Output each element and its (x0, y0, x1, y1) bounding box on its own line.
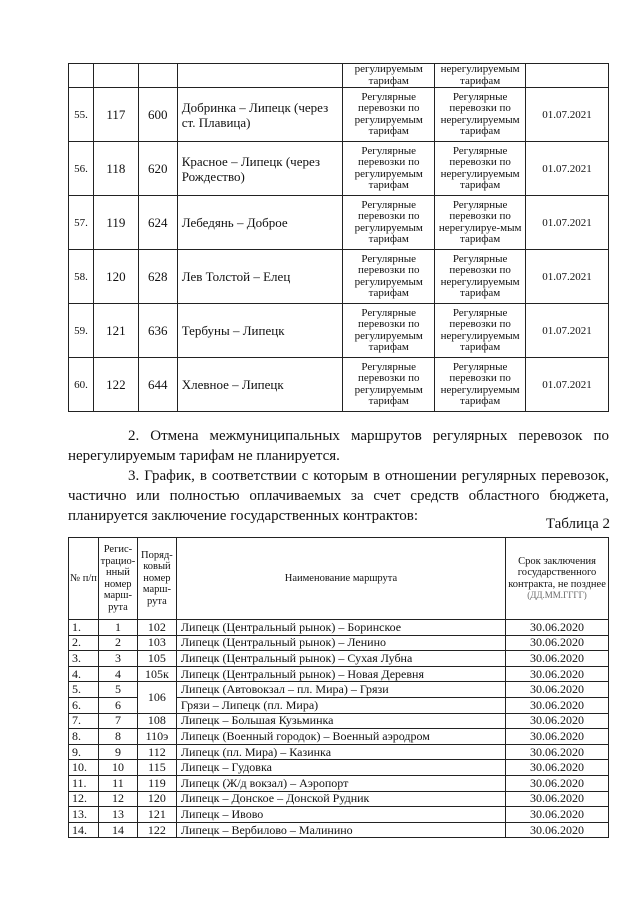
registration-number: 9 (98, 744, 137, 760)
contract-deadline: 30.06.2020 (506, 682, 609, 698)
route-name: Добринка – Липецк (через ст. Плавица) (177, 88, 343, 142)
row-number: 59. (69, 304, 94, 358)
contract-deadline: 30.06.2020 (506, 620, 609, 636)
regulated-cell: Регулярные перевозки по регулируемым тарифам (343, 358, 435, 412)
route-number: 600 (138, 88, 177, 142)
table-header-row (69, 538, 609, 620)
regulated-cell: Регулярные перевозки по регулируемым тарифам (343, 250, 435, 304)
registration-number: 1 (98, 620, 137, 636)
registration-number: 120 (93, 250, 138, 304)
paragraph-2: 2. Отмена межмуниципальных маршрутов регулярных перевозок по нерегулируемым тарифам не планируется. (68, 428, 609, 464)
start-date: 01.07.2021 (526, 196, 609, 250)
registration-number: 12 (98, 791, 137, 807)
registration-number: 11 (98, 775, 137, 791)
route-number: 115 (137, 760, 176, 776)
row-number: 1. (69, 620, 99, 636)
registration-number: 2 (98, 635, 137, 651)
contract-deadline: 30.06.2020 (506, 744, 609, 760)
routes-table-continued (68, 63, 609, 412)
start-date: 01.07.2021 (526, 250, 609, 304)
route-number: 644 (138, 358, 177, 412)
route-name: Липецк – Ивово (176, 807, 505, 823)
table-row (69, 682, 609, 698)
route-number: 110э (137, 729, 176, 745)
route-number: 620 (138, 142, 177, 196)
contract-deadline: 30.06.2020 (506, 713, 609, 729)
route-number: 106 (137, 682, 176, 713)
table-row (69, 250, 609, 304)
start-date: 01.07.2021 (526, 142, 609, 196)
contract-deadline: 30.06.2020 (506, 822, 609, 838)
route-number: 636 (138, 304, 177, 358)
row-number: 6. (69, 697, 99, 713)
table-row (69, 760, 609, 776)
route-number: 105 (137, 651, 176, 667)
contract-deadline: 30.06.2020 (506, 807, 609, 823)
registration-number: 14 (98, 822, 137, 838)
regulated-cell: Регулярные перевозки по регулируемым тарифам (343, 196, 435, 250)
regulated-cell: регулируемым тарифам (343, 64, 435, 88)
route-number: 628 (138, 250, 177, 304)
regulated-cell: Регулярные перевозки по регулируемым тарифам (343, 142, 435, 196)
route-name: Грязи – Липецк (пл. Мира) (176, 697, 505, 713)
start-date: 01.07.2021 (526, 88, 609, 142)
table-row (69, 142, 609, 196)
route-name: Лев Толстой – Елец (177, 250, 343, 304)
contracts-schedule-table (68, 537, 609, 838)
route-number: 108 (137, 713, 176, 729)
route-name: Хлевное – Липецк (177, 358, 343, 412)
row-number: 55. (69, 88, 94, 142)
row-number: 14. (69, 822, 99, 838)
unregulated-cell: нерегулируемым тарифам (435, 64, 526, 88)
registration-number: 8 (98, 729, 137, 745)
table-row (69, 822, 609, 838)
row-number: 13. (69, 807, 99, 823)
table-row (69, 775, 609, 791)
header-name: Наименование маршрута (176, 538, 505, 620)
registration-number: 6 (98, 697, 137, 713)
contract-deadline: 30.06.2020 (506, 635, 609, 651)
contract-deadline: 30.06.2020 (506, 697, 609, 713)
table-caption: Таблица 2 (545, 516, 610, 532)
row-number: 56. (69, 142, 94, 196)
registration-number: 4 (98, 666, 137, 682)
header-deadline-label: Срок заключения государственного контракта, не позднее (508, 555, 606, 590)
table-row (69, 791, 609, 807)
row-number: 3. (69, 651, 99, 667)
route-name: Липецк – Вербилово – Малинино (176, 822, 505, 838)
route-name: Липецк (Центральный рынок) – Сухая Лубна (176, 651, 505, 667)
registration-number: 3 (98, 651, 137, 667)
row-number: 2. (69, 635, 99, 651)
header-deadline-format: (ДД.ММ.ГГГГ) (527, 590, 587, 600)
row-number: 7. (69, 713, 99, 729)
row-number: 4. (69, 666, 99, 682)
route-number: 624 (138, 196, 177, 250)
regulated-cell: Регулярные перевозки по регулируемым тарифам (343, 304, 435, 358)
registration-number: 7 (98, 713, 137, 729)
route-name: Липецк (пл. Мира) – Казинка (176, 744, 505, 760)
row-number: 12. (69, 791, 99, 807)
table-row (69, 64, 609, 88)
contract-deadline: 30.06.2020 (506, 760, 609, 776)
unregulated-cell: Регулярные перевозки по нерегулируемым тарифам (435, 142, 526, 196)
table-row (69, 713, 609, 729)
unregulated-cell: Регулярные перевозки по нерегулируе-мым тарифам (435, 196, 526, 250)
route-number: 105к (137, 666, 176, 682)
start-date: 01.07.2021 (526, 358, 609, 412)
registration-number: 13 (98, 807, 137, 823)
contract-deadline: 30.06.2020 (506, 666, 609, 682)
route-name: Липецк (Автовокзал – пл. Мира) – Грязи (176, 682, 505, 698)
contract-deadline: 30.06.2020 (506, 729, 609, 745)
route-number: 121 (137, 807, 176, 823)
table-row (69, 88, 609, 142)
row-number: 60. (69, 358, 94, 412)
paragraph-3: 3. График, в соответствии с которым в отношении регулярных перевозок, частично или полностью оплачиваемых за счет средств областного бюджета, планируется заключение государственных контрактов: (68, 468, 609, 524)
row-number: 57. (69, 196, 94, 250)
table-row (69, 196, 609, 250)
table-row (69, 729, 609, 745)
start-date: 01.07.2021 (526, 304, 609, 358)
route-name: Лебедянь – Доброе (177, 196, 343, 250)
header-route: Поряд-ковый номер марш-рута (137, 538, 176, 620)
row-number: 5. (69, 682, 99, 698)
route-number: 102 (137, 620, 176, 636)
table-row (69, 666, 609, 682)
registration-number: 118 (93, 142, 138, 196)
table-row (69, 620, 609, 636)
route-name: Липецк – Большая Кузьминка (176, 713, 505, 729)
route-name: Липецк (Центральный рынок) – Боринское (176, 620, 505, 636)
route-number: 119 (137, 775, 176, 791)
registration-number: 119 (93, 196, 138, 250)
unregulated-cell: Регулярные перевозки по нерегулируемым тарифам (435, 358, 526, 412)
row-number: 11. (69, 775, 99, 791)
route-number: 122 (137, 822, 176, 838)
route-number: 103 (137, 635, 176, 651)
header-deadline (506, 538, 609, 620)
header-num: № п/п (69, 538, 99, 620)
registration-number: 122 (93, 358, 138, 412)
row-number: 9. (69, 744, 99, 760)
route-name: Липецк (Центральный рынок) – Ленино (176, 635, 505, 651)
route-name: Липецк (Ж/д вокзал) – Аэропорт (176, 775, 505, 791)
route-number: 112 (137, 744, 176, 760)
unregulated-cell: Регулярные перевозки по нерегулируемым тарифам (435, 250, 526, 304)
route-name: Липецк – Гудовка (176, 760, 505, 776)
contract-deadline: 30.06.2020 (506, 775, 609, 791)
registration-number: 5 (98, 682, 137, 698)
registration-number: 121 (93, 304, 138, 358)
table-row (69, 651, 609, 667)
row-number: 58. (69, 250, 94, 304)
route-number: 120 (137, 791, 176, 807)
registration-number: 117 (93, 88, 138, 142)
unregulated-cell: Регулярные перевозки по нерегулируемым тарифам (435, 88, 526, 142)
route-name: Липецк – Донское – Донской Рудник (176, 791, 505, 807)
contract-deadline: 30.06.2020 (506, 651, 609, 667)
regulated-cell: Регулярные перевозки по регулируемым тарифам (343, 88, 435, 142)
table-row (69, 358, 609, 412)
table-row (69, 635, 609, 651)
route-name: Липецк (Военный городок) – Военный аэродром (176, 729, 505, 745)
table-row (69, 744, 609, 760)
table-row (69, 304, 609, 358)
registration-number: 10 (98, 760, 137, 776)
unregulated-cell: Регулярные перевозки по нерегулируемым тарифам (435, 304, 526, 358)
route-name: Красное – Липецк (через Рождество) (177, 142, 343, 196)
header-reg: Регис-трацио-нный номер марш-рута (98, 538, 137, 620)
route-name: Липецк (Центральный рынок) – Новая Деревня (176, 666, 505, 682)
contract-deadline: 30.06.2020 (506, 791, 609, 807)
row-number: 8. (69, 729, 99, 745)
row-number: 10. (69, 760, 99, 776)
route-name: Тербуны – Липецк (177, 304, 343, 358)
table-row (69, 807, 609, 823)
